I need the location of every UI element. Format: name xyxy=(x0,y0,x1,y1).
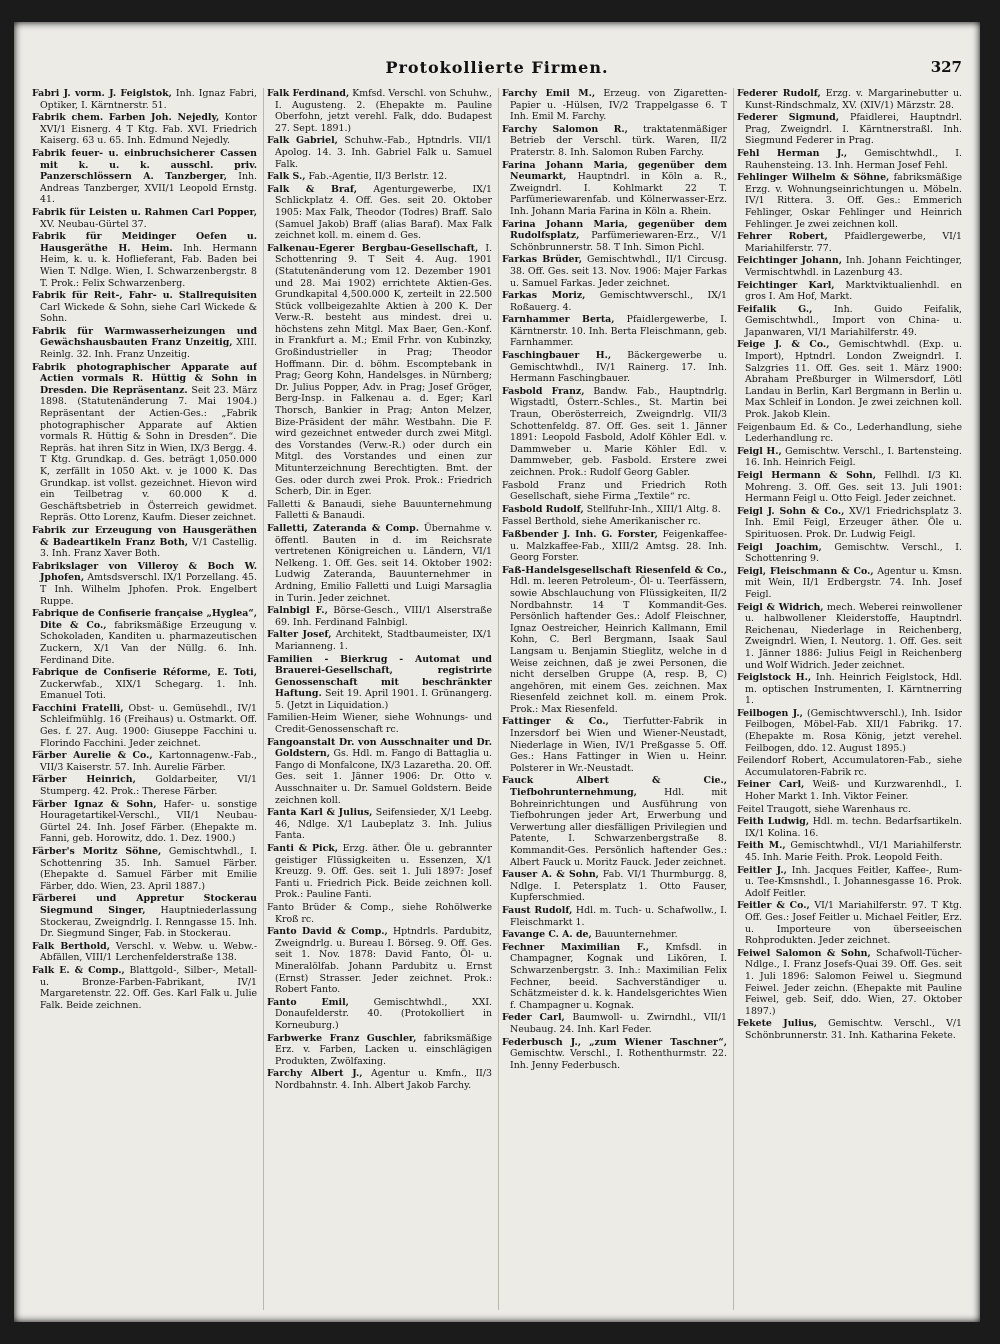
firm-details: Fassel Berthold, siehe Amerikanischer rc. xyxy=(502,516,701,528)
firm-entry xyxy=(737,470,962,505)
firm-name: Federer Sigmund, xyxy=(737,112,840,124)
firm-name: Feitler J., xyxy=(737,864,787,876)
firm-name: Fabrik photographischer Apparate auf Actien vormals R. Hüttig & Sohn in Dresden. Die Repräsentanz. xyxy=(32,361,257,396)
firm-details: Hauptndrl. in Köln a. R., Zweigndrl. I. Kohlmarkt 22 T. Parfümeriewarenfab. und Kölnerwasser-Erz. Inh. Johann Maria Farina in Köln a. Rhein. xyxy=(510,171,727,217)
firm-details: Inh. Heinrich Feiglstock, Hdl. m. optischen Instrumenten, I. Kärntnerring 1. xyxy=(745,672,962,707)
firm-entry xyxy=(267,184,492,242)
firm-details: Erzeug. von Zigaretten-Papier u. -Hülsen, IV/2 Trappelgasse 6. T Inh. Emil M. Farchy. xyxy=(510,88,727,123)
firm-entry xyxy=(737,304,962,339)
firm-name: Falkenau-Egerer Bergbau-Gesellschaft, xyxy=(267,242,479,254)
firm-name: Farkas Brüder, xyxy=(502,254,582,266)
firm-details: Tierfutter-Fabrik in Inzersdorf bei Wien und Wiener-Neustadt, Niederlage in Wien, IV/1 Preßgasse 5. Off. Ges.: Hans Fattinger in Wien u. Heinr. Polsterer in Wr.-Neustadt. xyxy=(510,716,727,774)
firm-details: Familien-Heim Wiener, siehe Wohnungs- und Credit-Genossenschaft rc. xyxy=(267,712,492,736)
firm-name: Faß-Handelsgesellschaft Riesenfeld & Co., xyxy=(502,564,727,576)
firm-entry xyxy=(32,893,257,939)
firm-details: mech. Weberei reinwollener u. halbwollener Kleiderstoffe, Hauptndrl. Reichenau, Niederlage in Reichenberg, Zweigndrl. Wien, I. Neutorg. 1. Off. Ges. seit 1. Jänner 1886: Julius Feigl in Reichenberg und Wolf Widrich. Jeder zeichnet. xyxy=(745,601,962,671)
firm-details: Goldarbeiter, VI/1 Stumperg. 42. Prok.: Therese Färber. xyxy=(40,774,257,798)
firm-details: Falletti & Banaudi, siehe Bauunternehmung Falletti & Banaudi. xyxy=(267,498,492,522)
firm-entry xyxy=(267,629,492,652)
firm-entry xyxy=(737,280,962,303)
firm-name: Feder Carl, xyxy=(502,1012,565,1024)
firm-entry xyxy=(32,703,257,749)
firm-name: Fanto Emil, xyxy=(267,996,349,1008)
firm-entry xyxy=(267,243,492,498)
firm-details: Hptndrls. Pardubitz, Zweigndrlg. u. Bureau I. Börseg. 9. Off. Ges. seit 1. Nov. 1878: David Fanto, Öl- u. Mineralölfab. Johann Pardubitz u. Ernst (Ernst) Strasser. Jeder zeichnet. Prok.: Robert Fanto. xyxy=(275,926,492,996)
firm-details: Pfaidlergewerbe, VI/1 Mariahilferstr. 77. xyxy=(745,231,962,254)
firm-details: Inh. Jacques Feitler, Kaffee-, Rum- u. Tee-Kmsnshdl., I. Johannesgasse 16. Prok. Adolf Feitler. xyxy=(745,864,962,899)
firm-details: (Gemischtwverschl.), Inh. Isidor Feilbogen, Möbel-Fab. XII/1 Fabrikg. 17. (Ehepakte m. Rosa König, jetzt verehel. Feilbogen, ddo. 12. August 1895.) xyxy=(745,707,962,754)
firm-details: Kartonnagenw.-Fab., VII/3 Kaiserstr. 57. Inh. Aurelie Färber. xyxy=(40,750,257,773)
firm-name: Feige J. & Co., xyxy=(737,339,830,351)
firm-entry xyxy=(502,290,727,313)
page-header xyxy=(14,58,980,84)
firm-details: Fellhdl. I/3 Kl. Mohreng. 3. Off. Ges. seit 13. Juli 1901: Hermann Feigl u. Otto Feigl. Jeder zeichnet. xyxy=(745,470,962,505)
firm-name: Fabri J. vorm. J. Feiglstok, xyxy=(32,88,172,99)
firm-entry xyxy=(737,88,962,111)
firm-entry xyxy=(267,902,492,925)
firm-name: Falk E. & Comp., xyxy=(32,964,125,976)
firm-details: Gemischtw. Verschl., I. Rothenthurmstr. 22. Inh. Jenny Federbusch. xyxy=(510,1048,727,1071)
directory-page xyxy=(14,22,980,1322)
firm-name: Falnbigl F., xyxy=(267,605,328,617)
firm-details: Seit 19. April 1901. I. Grünangerg. 5. (Jetzt in Liquidation.) xyxy=(275,688,492,711)
firm-name: Fangoanstalt Dr. von Ausschnaiter und Dr. Goldstern, xyxy=(267,736,492,760)
firm-details: Feigenkaffee- u. Malzkaffee-Fab., XIII/2 Amtsg. 28. Inh. Georg Forster. xyxy=(510,528,727,564)
firm-entry xyxy=(32,88,257,111)
firm-entry xyxy=(737,172,962,230)
firm-details: Inh. Ignaz Fabri, Optiker, I. Kärntnerstr. 51. xyxy=(40,88,257,111)
firm-name: Fehlinger Wilhelm & Söhne, xyxy=(737,172,890,184)
firm-entry xyxy=(502,1012,727,1035)
firm-entry xyxy=(267,171,492,183)
firm-entry xyxy=(737,816,962,839)
firm-details: Pfaidlergewerbe, I. Kärntnerstr. 10. Inh. Berta Fleischmann, geb. Farnhammer. xyxy=(510,314,727,349)
firm-details: Hdl. m. Tuch- u. Schafwollw., I. Fleischmarkt 1. xyxy=(510,904,727,928)
firm-name: Fabrique de Confiserie Réforme, E. Toti, xyxy=(32,667,257,679)
firm-name: Feiner Carl, xyxy=(737,779,805,791)
firm-entry xyxy=(32,667,257,702)
firm-name: Fabrik für Leisten u. Rahmen Carl Popper, xyxy=(32,206,257,218)
firm-name: Feilbogen J., xyxy=(737,707,803,719)
firm-entry xyxy=(502,219,727,254)
firm-entry xyxy=(32,846,257,892)
firm-details: XV/1 Friedrichsplatz 3. Inh. Emil Feigl, Erzeuger äther. Öle u. Spirituosen. Prok. Dr. Ludwig Feigl. xyxy=(745,505,962,540)
firm-details: Inh. Johann Feichtinger, Vermischtwhdl. in Lazenburg 43. xyxy=(745,255,962,278)
firm-name: Familien - Bierkrug - Automat und Brauerei-Gesellschaft, registrirte Genossenschaft mit beschränkter Haftung. xyxy=(267,653,492,700)
firm-details: XIII. Reinlg. 32. Inh. Franz Unzeitig. xyxy=(40,337,257,361)
firm-details: traktatenmäßiger Betrieb der Verschl. türk. Waren, II/2 Praterstr. 8. Inh. Salomon Ruben Farchy. xyxy=(510,123,727,158)
firm-details: Pfaidlerei, Hauptndrl. Prag, Zweigndrl. I. Kärntnerstraßl. Inh. Siegmund Federer in Prag. xyxy=(745,112,962,147)
firm-entry xyxy=(502,716,727,774)
firm-name: Fanti & Pick, xyxy=(267,843,339,854)
firm-details: Agentur u. Kmsn. mit Wein, II/1 Erdbergstr. 74. Inh. Josef Feigl. xyxy=(745,565,962,600)
firm-entry xyxy=(32,231,257,289)
firm-name: Farbwerke Franz Guschler, xyxy=(267,1032,417,1044)
firm-details: Architekt, Stadtbaumeister, IX/1 Marianneng. 1. xyxy=(275,629,492,652)
firm-name: Favange C. A. de, xyxy=(502,929,592,941)
firm-name: Fattinger & Co., xyxy=(502,716,609,728)
firm-entry xyxy=(737,948,962,1018)
firm-entry xyxy=(32,561,257,607)
firm-details: Gemischtw. Verschl., I. Bartensteing. 16. Inh. Heinrich Feigl. xyxy=(745,445,962,469)
firm-name: Fauck Albert & Cie., Tiefbohrunternehmung, xyxy=(502,775,727,799)
firm-entry xyxy=(737,446,962,469)
firm-name: Falk S., xyxy=(267,171,306,183)
column-2 xyxy=(263,88,492,1310)
columns xyxy=(32,88,962,1310)
firm-name: Fasbold Franz, xyxy=(502,385,585,397)
firm-details: Gemischtwhdl. (Exp. u. Import), Hptndrl. London Zweigndrl. I. Salzgries 11. Off. Ges. seit 1. März 1900: Abraham Preßburger in Wilmersdorf, Lötl Landau in Berlin, Karl Bergmann in Berlin u. Max Schleif in London. Je zwei zeichnen koll. Prok. Jakob Klein. xyxy=(745,339,962,421)
column-1 xyxy=(32,88,257,1310)
firm-details: Fab. VI/1 Thurmburgg. 8, Ndlge. I. Petersplatz 1. Otto Fauser, Kupferschmied. xyxy=(510,869,727,904)
firm-details: Hdl. mit Bohreinrichtungen und Ausführung von Tiefbohrungen jeder Art, Erwerbung und Verwertung aller diesfälligen Privilegien und Patente, I. Schwarzenbergstraße 8. Kommandit-Ges. Persönlich haftender Ges.: Albert Fauck u. Moritz Fauck. Jeder zeichnet. xyxy=(510,787,727,868)
firm-name: Federer Rudolf, xyxy=(737,88,821,99)
firm-entry xyxy=(32,774,257,797)
firm-name: Färber's Moritz Söhne, xyxy=(32,846,162,857)
firm-name: Feith Ludwig, xyxy=(737,816,810,828)
firm-details: Gemischtwhdl., XXI. Donaufelderstr. 40. (Protokolliert in Korneuburg.) xyxy=(275,996,492,1031)
firm-name: Feitler & Co., xyxy=(737,900,810,912)
firm-entry xyxy=(737,804,962,816)
firm-details: Stellfuhr-Inh., XIII/1 Altg. 8. xyxy=(586,503,721,515)
firm-name: Fabrikslager von Villeroy & Boch W. Jphofen, xyxy=(32,560,257,584)
firm-entry xyxy=(267,654,492,712)
firm-entry xyxy=(502,350,727,385)
firm-details: Gemischtwhdl., VI/1 Mariahilferstr. 45. Inh. Marie Feith. Prok. Leopold Feith. xyxy=(745,840,962,863)
firm-name: Fauser A. & Sohn, xyxy=(502,869,599,881)
firm-entry xyxy=(502,905,727,928)
firm-details: Fanto Brüder & Comp., siehe Rohölwerke Kroß rc. xyxy=(267,901,492,925)
firm-name: Falk Berthold, xyxy=(32,940,110,952)
firm-details: Fasbold Franz und Friedrich Roth Gesellschaft, siehe Firma „Textile“ rc. xyxy=(502,479,727,503)
firm-details: Gemischtwhdl., I. Rauhensteing. 13. Inh. Herman Josef Fehl. xyxy=(745,147,962,171)
firm-details: Obst- u. Gemüsehdl., IV/1 Schleifmühlg. 16 (Freihaus) u. Ostmarkt. Off. Ges. f. 27. Aug. 1900: Giuseppe Facchini u. Florindo Facchini. Jeder zeichnet. xyxy=(40,702,257,749)
firm-name: Farchy Albert J., xyxy=(267,1068,363,1080)
firm-name: Feith M., xyxy=(737,840,786,852)
firm-name: Feigl Hermann & Sohn, xyxy=(737,470,877,481)
firm-entry xyxy=(737,708,962,754)
firm-details: Bandw. Fab., Hauptndrlg. Wigstadtl, Österr.-Schles., St. Martin bei Traun, Oberösterreich, Zweigndrlg. VII/3 Schottenfeldg. 87. Off. Ges. seit 1. Jänner 1891: Leopold Fasbold, Adolf Köhler Edl. v. Dammweber u. Marie Köhler Edl. v. Dammweber, geb. Fasbold. Erstere zwei zeichnen. Prok.: Rudolf Georg Gabler. xyxy=(510,385,727,478)
firm-name: Fanto David & Comp., xyxy=(267,926,388,938)
firm-name: Fabrik für Meidinger Oefen u. Hausgeräthe H. Heim. xyxy=(32,231,257,254)
firm-name: Fasbold Rudolf, xyxy=(502,503,584,515)
firm-name: Faust Rudolf, xyxy=(502,904,573,916)
firm-entry xyxy=(267,712,492,735)
firm-details: V/1 Castellig. 3. Inh. Franz Xaver Both. xyxy=(40,536,257,560)
firm-entry xyxy=(502,1037,727,1072)
firm-name: Fabrik zur Erzeugung von Hausgeräthen & Badeartikeln Franz Both, xyxy=(32,524,257,548)
firm-details: Carl Wickede & Sohn, siehe Carl Wickede & Sohn. xyxy=(40,301,257,325)
firm-entry xyxy=(502,254,727,289)
firm-name: Färberei und Appretur Stockerau Siegmund Singer, xyxy=(32,893,257,916)
firm-details: Bauunternehmer. xyxy=(594,929,678,941)
firm-name: Fabrique de Confiserie française „Hyglea“, Dite & Co., xyxy=(32,608,257,631)
firm-details: Schafwoll-Tücher-Ndlge., I. Franz Josefs-Quai 39. Off. Ges. seit 1. Juli 1896: Salomon Feiwel u. Siegmund Feiwel. Jeder zeichn. (Ehepakte mit Pauline Feiwel, geb. Seif, ddo. Wien, 27. Oktober 1897.) xyxy=(745,947,962,1017)
firm-name: Feiglstock H., xyxy=(737,672,812,684)
firm-details: Gs. Hdl. m. Fango di Battaglia u. Fango di Monfalcone, IX/3 Lazaretha. 20. Off. Ges. seit 1. Jänner 1906: Dr. Otto v. Ausschnaiter u. Dr. Samuel Goldstern. Beide zeichnen koll. xyxy=(275,748,492,806)
firm-entry xyxy=(737,672,962,707)
firm-name: Feigl & Widrich, xyxy=(737,601,824,613)
firm-entry xyxy=(502,386,727,479)
firm-details: Inh. Hermann Heim, k. u. k. Hoflieferant, Fab. Baden bei Wien T. Ndlge. Wien, I. Schwarzenbergstr. 8 T. Prok.: Felix Schwarzenberg. xyxy=(40,242,257,289)
firm-entry xyxy=(502,775,727,868)
firm-name: Fabrik feuer- u. einbruchsicherer Cassen mit k. u. k. ausschl. priv. Panzerschlössern A. Tanzberger, xyxy=(32,147,257,183)
firm-entry xyxy=(502,480,727,503)
firm-name: Fekete Julius, xyxy=(737,1018,818,1030)
firm-details: Blattgold-, Silber-, Metall- u. Bronze-Farben-Fabrikant, IV/1 Margaretenstr. 22. Off. Ges. Karl Falk u. Julie Falk. Beide zeichnen. xyxy=(40,964,257,1011)
firm-entry xyxy=(32,362,257,524)
firm-details: Parfümeriewaren-Erz., V/1 Schönbrunnerstr. 58. T Inh. Simon Pichl. xyxy=(510,230,727,253)
firm-entry xyxy=(267,88,492,134)
firm-name: Fehl Herman J., xyxy=(737,147,848,159)
firm-entry xyxy=(32,608,257,666)
firm-name: Feichtinger Johann, xyxy=(737,255,842,267)
firm-entry xyxy=(502,160,727,218)
firm-details: Übernahme v. öffentl. Bauten in d. im Reichsrate vertretenen Königreichen u. Ländern, VI/1 Nelkeng. 1. Off. Ges. seit 14. Oktober 1902: Ludwig Zateranda, Bauunternehmer in Ardning, Emilio Falletti und Luigi Marsaglia in Turin. Jeder zeichnet. xyxy=(275,522,492,604)
firm-details: Agenturgewerbe, IX/1 Schlickplatz 4. Off. Ges. seit 20. Oktober 1905: Max Falk, Theodor (Todres) Braff. Salo (Samuel Jakob) Braff (alias Baraf). Max Falk zeichnet koll. m. einem d. Ges. xyxy=(275,183,492,242)
firm-details: Bäckergewerbe u. Gemischtwhdl., IV/1 Rainerg. 17. Inh. Hermann Faschingbauer. xyxy=(510,350,727,385)
firm-details: VI/1 Mariahilferstr. 97. T Ktg. Off. Ges.: Josef Feitler u. Michael Feitler, Erz. u. Importeure von überseeischen Rohprodukten. Jeder zeichnet. xyxy=(745,900,962,947)
firm-name: Feigl H., xyxy=(737,445,782,457)
firm-entry xyxy=(502,504,727,516)
firm-entry xyxy=(267,807,492,842)
firm-details: Gemischtwhdl., I. Schottenring 35. Inh. Samuel Färber. (Ehepakte d. Samuel Färber mit Emilie Färber, ddo. Wien, 23. April 1887.) xyxy=(40,846,257,892)
firm-details: Baumwoll- u. Zwirndhl., VII/1 Neubaug. 24. Inh. Karl Feder. xyxy=(510,1012,727,1035)
firm-entry xyxy=(502,869,727,904)
firm-details: Feilendorf Robert, Accumulatoren-Fab., siehe Accumulatoren-Fabrik rc. xyxy=(737,755,962,778)
firm-entry xyxy=(737,255,962,278)
firm-name: Feiwel Salomon & Sohn, xyxy=(737,947,871,959)
firm-details: I. Schottenring 9. T Seit 4. Aug. 1901 (Statutenänderung vom 12. Dezember 1901 und 28. Mai 1902) errichtete Aktien-Ges. Grundkapital 4,500.000 K, zerteilt in 22.500 Stück vollbeigezahlte Aktien à 200 K. Der Verw.-R. besteht aus mindest. drei u. höchstens zehn Mitgl. Max Baer, Gen.-Konf. in Frankfurt a. M.; Emil Frhr. von Kubinzky, Großindustrieller in Prag; Theodor Hoffmann. Dir. d. böhm. Escomptebank in Prag; Georg Kohn, Handelsges. in Nürnberg; Dr. Julius Popper, Adv. in Prag; Josef Gröger, Berg-Insp. in Falkenau a. d. Eger; Karl Thorsch, Bankier in Prag; Anton Melzer, Bize-Präsident der mähr. Westbahn. Die F. wird gezeichnet entweder durch zwei Mitgl. des Vorstandes (Verw.-R.) oder durch ein Mitgl. des Vorstandes und einen zur Mitunterzeichnung Berechtigten. Bmt. der Ges. oder durch zwei Prok. Prok.: Friedrich Scherb, Dir. in Eger. xyxy=(275,242,492,498)
firm-entry xyxy=(737,506,962,541)
firm-name: Falter Josef, xyxy=(267,629,332,641)
firm-details: Börse-Gesch., VIII/1 Alserstraße 69. Inh. Ferdinand Falnbigl. xyxy=(275,605,492,628)
firm-entry xyxy=(502,314,727,349)
firm-details: Hauptniederlassung Stockerau, Zweigndrlg. I. Renngasse 15. Inh. Dr. Siegmund Singer, Fab. in Stockerau. xyxy=(40,904,257,940)
firm-entry xyxy=(737,231,962,254)
firm-details: Gemischtwhdl., II/1 Circusg. 38. Off. Ges. seit 13. Nov. 1906: Majer Farkas u. Samuel Farkas. Jeder zeichnet. xyxy=(510,254,727,289)
firm-entry xyxy=(267,997,492,1032)
firm-details: Amtsdsverschl. IX/1 Porzellang. 45. T Inh. Wilhelm Jphofen. Prok. Engelbert Ruppe. xyxy=(40,572,257,607)
firm-name: Farina Johann Maria, gegenüber dem Rudolfsplatz, xyxy=(502,218,727,242)
firm-details: Fab.-Agentie, II/3 Berlstr. 12. xyxy=(308,171,448,183)
firm-details: Erzg. v. Margarinebutter u. Kunst-Rindschmalz, XV. (XIV/1) Märzstr. 28. xyxy=(745,88,962,111)
firm-details: Marktviktualienhdl. en gros I. Am Hof, Markt. xyxy=(745,279,962,303)
firm-entry xyxy=(32,525,257,560)
firm-details: Agentur u. Kmfn., II/3 Nordbahnstr. 4. Inh. Albert Jakob Farchy. xyxy=(275,1068,492,1091)
firm-entry xyxy=(737,1018,962,1041)
firm-name: Farnhammer Berta, xyxy=(502,314,615,326)
firm-entry xyxy=(737,840,962,863)
firm-name: Feifalik G., xyxy=(737,303,813,315)
firm-details: Verschl. v. Webw. u. Webw.-Abfällen, VIII/1 Lerchenfelderstraße 138. xyxy=(40,940,257,964)
firm-name: Färber Aurelie & Co., xyxy=(32,750,153,762)
firm-entry xyxy=(267,135,492,170)
firm-name: Färber Ignaz & Sohn, xyxy=(32,798,157,810)
firm-name: Farchy Salomon R., xyxy=(502,123,628,135)
firm-details: Gemischtw. Verschl., V/1 Schönbrunnerstr. 31. Inh. Katharina Fekete. xyxy=(745,1018,962,1041)
firm-entry xyxy=(267,737,492,807)
firm-entry xyxy=(32,207,257,230)
firm-name: Faschingbauer H., xyxy=(502,350,612,362)
firm-name: Farchy Emil M., xyxy=(502,88,596,99)
firm-name: Falk & Braf, xyxy=(267,183,358,195)
firm-entry xyxy=(267,499,492,522)
firm-details: Hdl. m. techn. Bedarfsartikeln. IX/1 Kolina. 16. xyxy=(745,816,962,839)
firm-entry xyxy=(267,1068,492,1091)
firm-name: Farkas Moriz, xyxy=(502,290,586,302)
firm-entry xyxy=(32,112,257,147)
firm-name: Färber Heinrich, xyxy=(32,774,136,786)
firm-name: Fehrer Robert, xyxy=(737,231,828,243)
firm-name: Falletti, Zateranda & Comp. xyxy=(267,522,419,534)
firm-details: Weiß- und Kurzwarenhdl., I. Hoher Markt 1. Inh. Viktor Feiner. xyxy=(745,779,962,803)
firm-name: Feigl Joachim, xyxy=(737,541,822,553)
firm-entry xyxy=(502,124,727,159)
firm-entry xyxy=(502,929,727,941)
firm-name: Fabrik für Reit-, Fahr- u. Stallrequisiten xyxy=(32,290,257,302)
firm-name: Falk Gabriel, xyxy=(267,135,338,147)
firm-name: Feigl, Fleischmann & Co., xyxy=(737,565,874,577)
firm-details: fabriksmäßige Erz. v. Farben, Lacken u. einschlägigen Produkten, Zwölfaxing. xyxy=(275,1032,492,1067)
firm-name: Facchini Fratelli, xyxy=(32,702,124,714)
firm-entry xyxy=(267,843,492,901)
firm-name: Falk Ferdinand, xyxy=(267,88,350,99)
running-head: Protokollierte Firmen. xyxy=(385,58,609,77)
firm-entry xyxy=(267,523,492,604)
firm-entry xyxy=(32,799,257,845)
firm-details: Hafer- u. sonstige Houragetartikel-Verschl., VII/1 Neubau-Gürtel 24. Inh. Josef Färber. (Ehepakte m. Fanni, geb. Horowitz, ddo. 1. Dez. 1900.) xyxy=(40,798,257,845)
firm-details: Inh. Andreas Tanzberger, XVII/1 Leopold Ernstg. 41. xyxy=(40,171,257,206)
firm-entry xyxy=(267,605,492,628)
firm-entry xyxy=(502,529,727,564)
firm-name: Feichtinger Karl, xyxy=(737,279,835,291)
firm-name: Fabrik chem. Farben Joh. Nejedly, xyxy=(32,112,220,124)
firm-entry xyxy=(737,566,962,601)
firm-name: Federbusch J., „zum Wiener Taschner“, xyxy=(502,1036,727,1048)
firm-entry xyxy=(32,290,257,325)
column-4 xyxy=(733,88,962,1310)
firm-entry xyxy=(502,942,727,1012)
firm-details: Inh. Guido Feifalik, Gemischtwhdl., Import von China- u. Japanwaren, VI/1 Mariahilferstr. 49. xyxy=(745,303,962,338)
firm-name: Fanta Karl & Julius, xyxy=(267,807,373,819)
firm-entry xyxy=(737,148,962,171)
firm-name: Farina Johann Maria, gegenüber dem Neumarkt, xyxy=(502,159,727,183)
firm-details: fabriksmäßige Erzeugung v. Schokoladen, Kanditen u. pharmazeutischen Zuckern, X/1 Van der Nüllg. 6. Inh. Ferdinand Dite. xyxy=(40,619,257,666)
firm-details: Erzg. äther. Öle u. gebrannter geistiger Flüssigkeiten u. Essenzen, X/1 Kreuzg. 9. Off. Ges. seit 1. Juli 1897: Josef Fanti u. Friedrich Pick. Beide zeichnen koll. Prok.: Pauline Fanti. xyxy=(275,843,492,901)
firm-entry xyxy=(737,542,962,565)
firm-details: Zuckerwfab., XIX/1 Schegarg. 1. Inh. Emanuel Toti. xyxy=(40,678,257,702)
firm-details: Schuhw.-Fab., Hptndrls. VII/1 Apolog. 14. 3. Inh. Gabriel Falk u. Samuel Falk. xyxy=(275,135,492,170)
firm-entry xyxy=(737,755,962,778)
firm-entry xyxy=(267,926,492,996)
firm-entry xyxy=(737,339,962,420)
firm-entry xyxy=(737,865,962,900)
firm-name: Fechner Maximilian F., xyxy=(502,941,650,953)
column-3 xyxy=(498,88,727,1310)
firm-entry xyxy=(737,602,962,672)
firm-entry xyxy=(502,565,727,716)
firm-entry xyxy=(502,88,727,123)
firm-details: XV. Neubau-Gürtel 37. xyxy=(40,218,147,230)
firm-details: Feitel Traugott, siehe Warenhaus rc. xyxy=(737,803,911,815)
firm-entry xyxy=(737,900,962,946)
firm-details: Gemischtw. Verschl., I. Schottenring 9. xyxy=(745,541,962,565)
firm-entry xyxy=(737,112,962,147)
firm-details: Kontor XVI/1 Eisnerg. 4 T Ktg. Fab. XVI. Friedrich Kaiserg. 63 u. 65. Inh. Edmund Nejedly. xyxy=(40,112,257,147)
firm-entry xyxy=(32,326,257,361)
firm-details: Gemischtwverschl., IX/1 Roßauerg. 4. xyxy=(510,290,727,313)
firm-details: Seit 23. März 1898. (Statutenänderung 7. Mai 1904.) Repräsentant der Actien-Ges.: „Fabrik photographischer Apparate auf Aktien vormals R. Hüttig & Sohn in Dresden“. Die Repräs. hat ihren Sitz in Wien, IX/3 Bergg. 4. T Ktg. Grundkap. d. Ges. beträgt 1,050.000 K, zerfällt in 1050 Akt. v. je 1000 K. Das Grundkap. ist vollst. gezeichnet. Hievon wird ein Teilbetrag v. 60.000 K d. Geschäftsbetrieb in Österreich gewidmet. Repräs. Otto Lorenz, Kaufm. Dieser zeichnet. xyxy=(40,384,257,524)
firm-details: fabriksmäßige Erzg. v. Wohnungseinrichtungen u. Möbeln. IV/1 Rittera. 3. Off. Ges.: Emmerich Fehlinger, Oskar Fehlinger und Heinrich Fehlinger. Je zwei zeichnen koll. xyxy=(745,172,962,230)
firm-entry xyxy=(267,1033,492,1068)
firm-name: Fabrik für Warmwasserheizungen und Gewächshausbauten Franz Unzeitig, xyxy=(32,325,257,349)
firm-entry xyxy=(737,779,962,802)
firm-entry xyxy=(737,422,962,445)
firm-details: Kmfsdl. in Champagner, Kognak und Likören, I. Schwarzenbergstr. 3. Inh.: Maximilian Felix Fechner, beeid. Sachverständiger u. Schätzmeister d. k. k. Handelsgerichtes Wien f. Champagner u. Kognak. xyxy=(510,941,727,1011)
firm-name: Faßbender J. Inh. G. Forster, xyxy=(502,528,658,540)
firm-details: Seifensieder, X/1 Leebg. 46, Ndlge. X/1 Laubeplatz 3. Inh. Julius Fanta. xyxy=(275,807,492,842)
firm-entry xyxy=(502,516,727,528)
page-number: 327 xyxy=(930,58,962,76)
firm-entry xyxy=(32,965,257,1011)
firm-details: Kmfsd. Verschl. von Schuhw., I. Augusteng. 2. (Ehepakte m. Pauline Oberfohn, jetzt verehl. Falk, ddo. Budapest 27. Sept. 1891.) xyxy=(275,88,492,134)
firm-entry xyxy=(32,941,257,964)
firm-details: Hdl. m. leeren Petroleum-, Öl- u. Teerfässern, sowie Abschlauchung von Flüssigkeiten, II/2 Nordbahnstr. 14 T Kommandit-Ges. Persönlich haftender Ges.: Adolf Fleischner, Ignaz Oestreicher, Heinrich Kallmann, Emil Kohn, C. Berl Bergmann, Isaak Saul Langsam u. Benjamin Stieglitz, welche in d Weise zeichnen, daß je zwei Personen, die nicht derselben Gruppe (A, resp. B, C) angehören, mit einem Ges. zeichnen. Max Riesenfeld zeichnet koll. m. einem Prok. Prok.: Max Riesenfeld. xyxy=(510,576,727,715)
firm-entry xyxy=(32,148,257,206)
firm-name: Feigl J. Sohn & Co., xyxy=(737,505,845,517)
firm-details: Feigenbaum Ed. & Co., Lederhandlung, siehe Lederhandlung rc. xyxy=(737,421,962,445)
firm-entry xyxy=(32,750,257,773)
